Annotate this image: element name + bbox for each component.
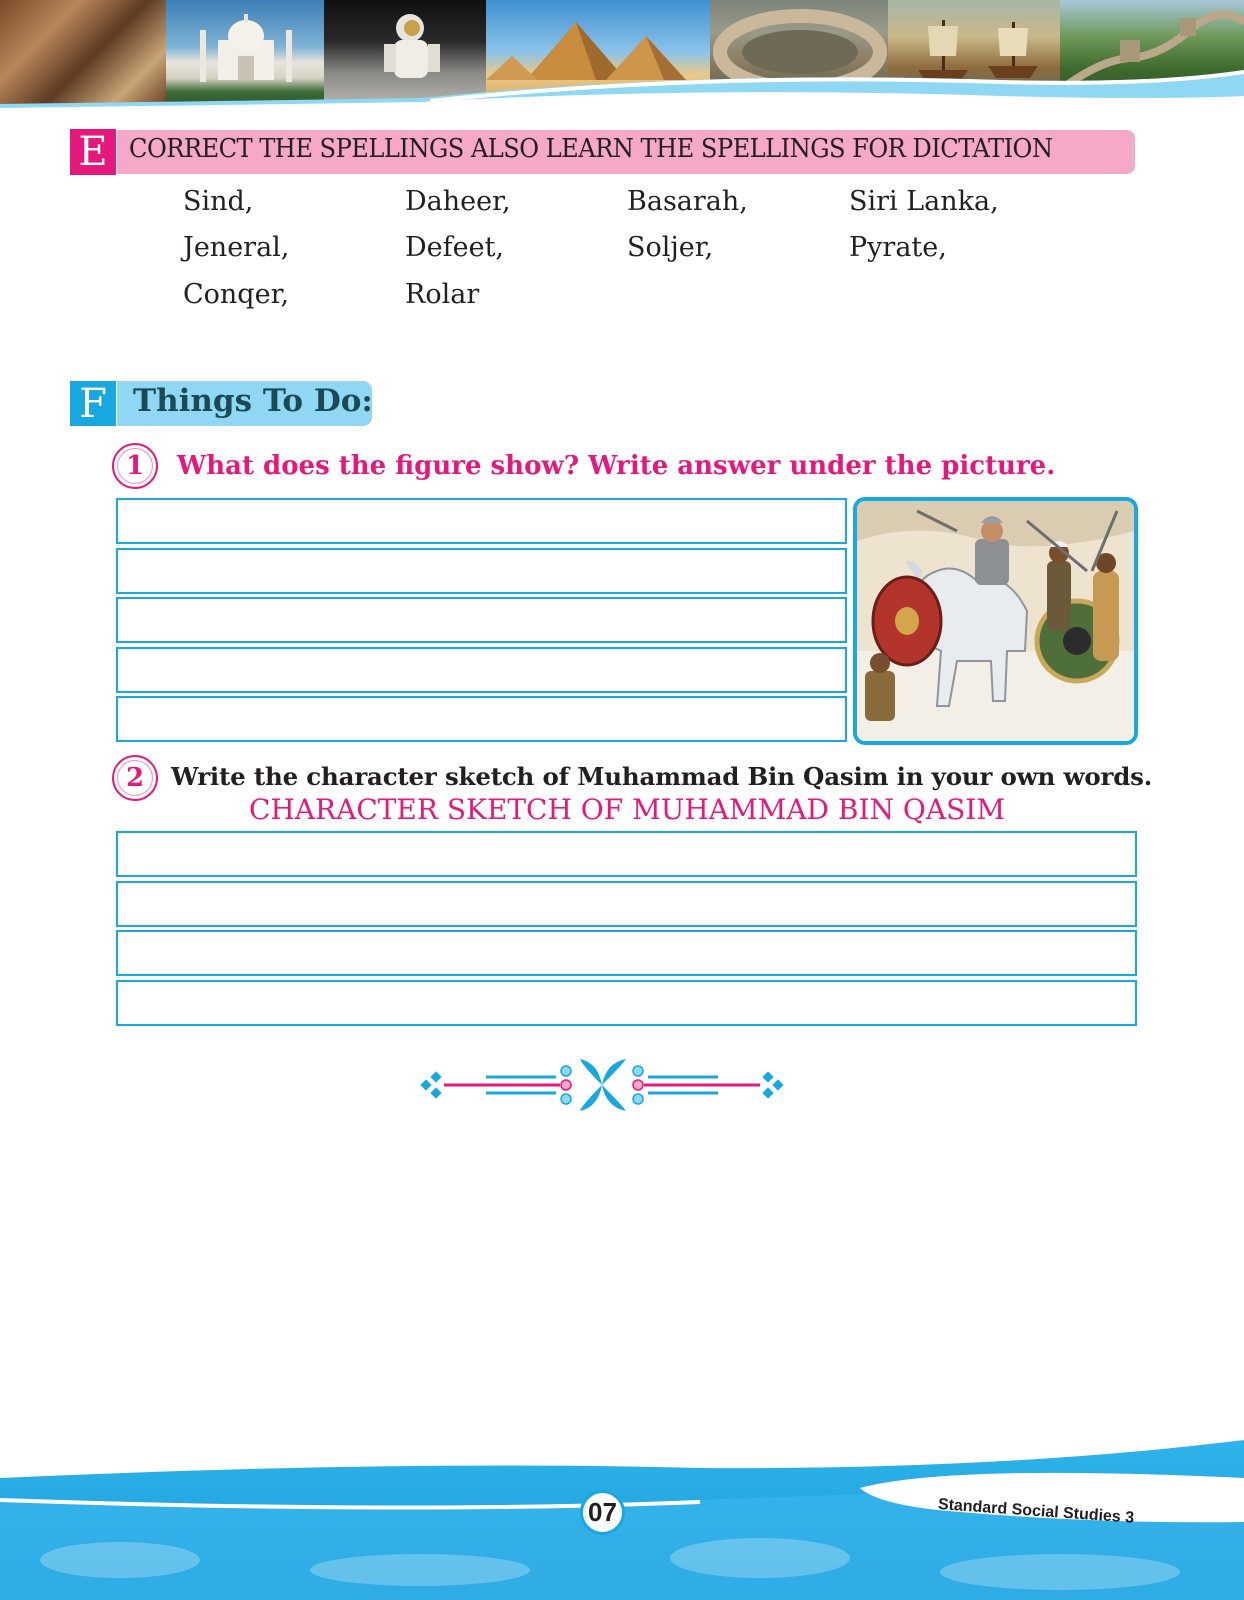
spelling-word: Jeneral,	[183, 232, 290, 263]
spelling-word: Siri Lanka,	[849, 186, 999, 217]
page-number: 07	[580, 1490, 625, 1535]
section-f-letter: F	[70, 381, 116, 426]
question-1-number: 1	[125, 451, 145, 481]
answer-line-q2-3[interactable]	[116, 930, 1137, 976]
spelling-word: Basarah,	[627, 186, 748, 217]
question-2-number: 2	[125, 763, 145, 793]
section-e-letter: E	[70, 129, 116, 175]
answer-line-q1-5[interactable]	[116, 696, 847, 742]
spelling-word: Soljer,	[627, 232, 714, 263]
battle-scene-picture	[853, 497, 1138, 745]
spelling-word: Conqer,	[183, 279, 290, 310]
question-2-text: Write the character sketch of Muhammad Bin Qasim in your own words.	[171, 762, 1153, 791]
answer-line-q1-2[interactable]	[116, 548, 847, 594]
spelling-word: Rolar	[405, 279, 480, 310]
answer-line-q2-2[interactable]	[116, 881, 1137, 927]
header-photo-banner	[0, 0, 1244, 112]
section-e-title: CORRECT THE SPELLINGS ALSO LEARN THE SPELLINGS FOR DICTATION	[129, 134, 1053, 164]
question-1-number-badge	[112, 443, 158, 489]
spelling-word: Defeet,	[405, 232, 505, 263]
answer-line-q2-1[interactable]	[116, 831, 1137, 877]
banner-wave-decoration	[0, 0, 1244, 112]
book-title: Standard Social Studies 3	[937, 1496, 1135, 1527]
section-f-marker	[70, 381, 116, 426]
answer-line-q2-4[interactable]	[116, 980, 1137, 1026]
section-e-marker	[70, 129, 116, 175]
answer-line-q1-4[interactable]	[116, 647, 847, 693]
spelling-word: Pyrate,	[849, 232, 947, 263]
section-f-title: Things To Do:	[133, 383, 373, 419]
answer-line-q1-1[interactable]	[116, 498, 847, 544]
ornament-divider	[420, 1055, 784, 1115]
character-sketch-heading: CHARACTER SKETCH OF MUHAMMAD BIN QASIM	[248, 793, 1006, 826]
answer-line-q1-3[interactable]	[116, 597, 847, 643]
question-1-text: What does the figure show? Write answer under the picture.	[177, 451, 1056, 481]
spelling-word: Daheer,	[405, 186, 511, 217]
spelling-word: Sind,	[183, 186, 254, 217]
